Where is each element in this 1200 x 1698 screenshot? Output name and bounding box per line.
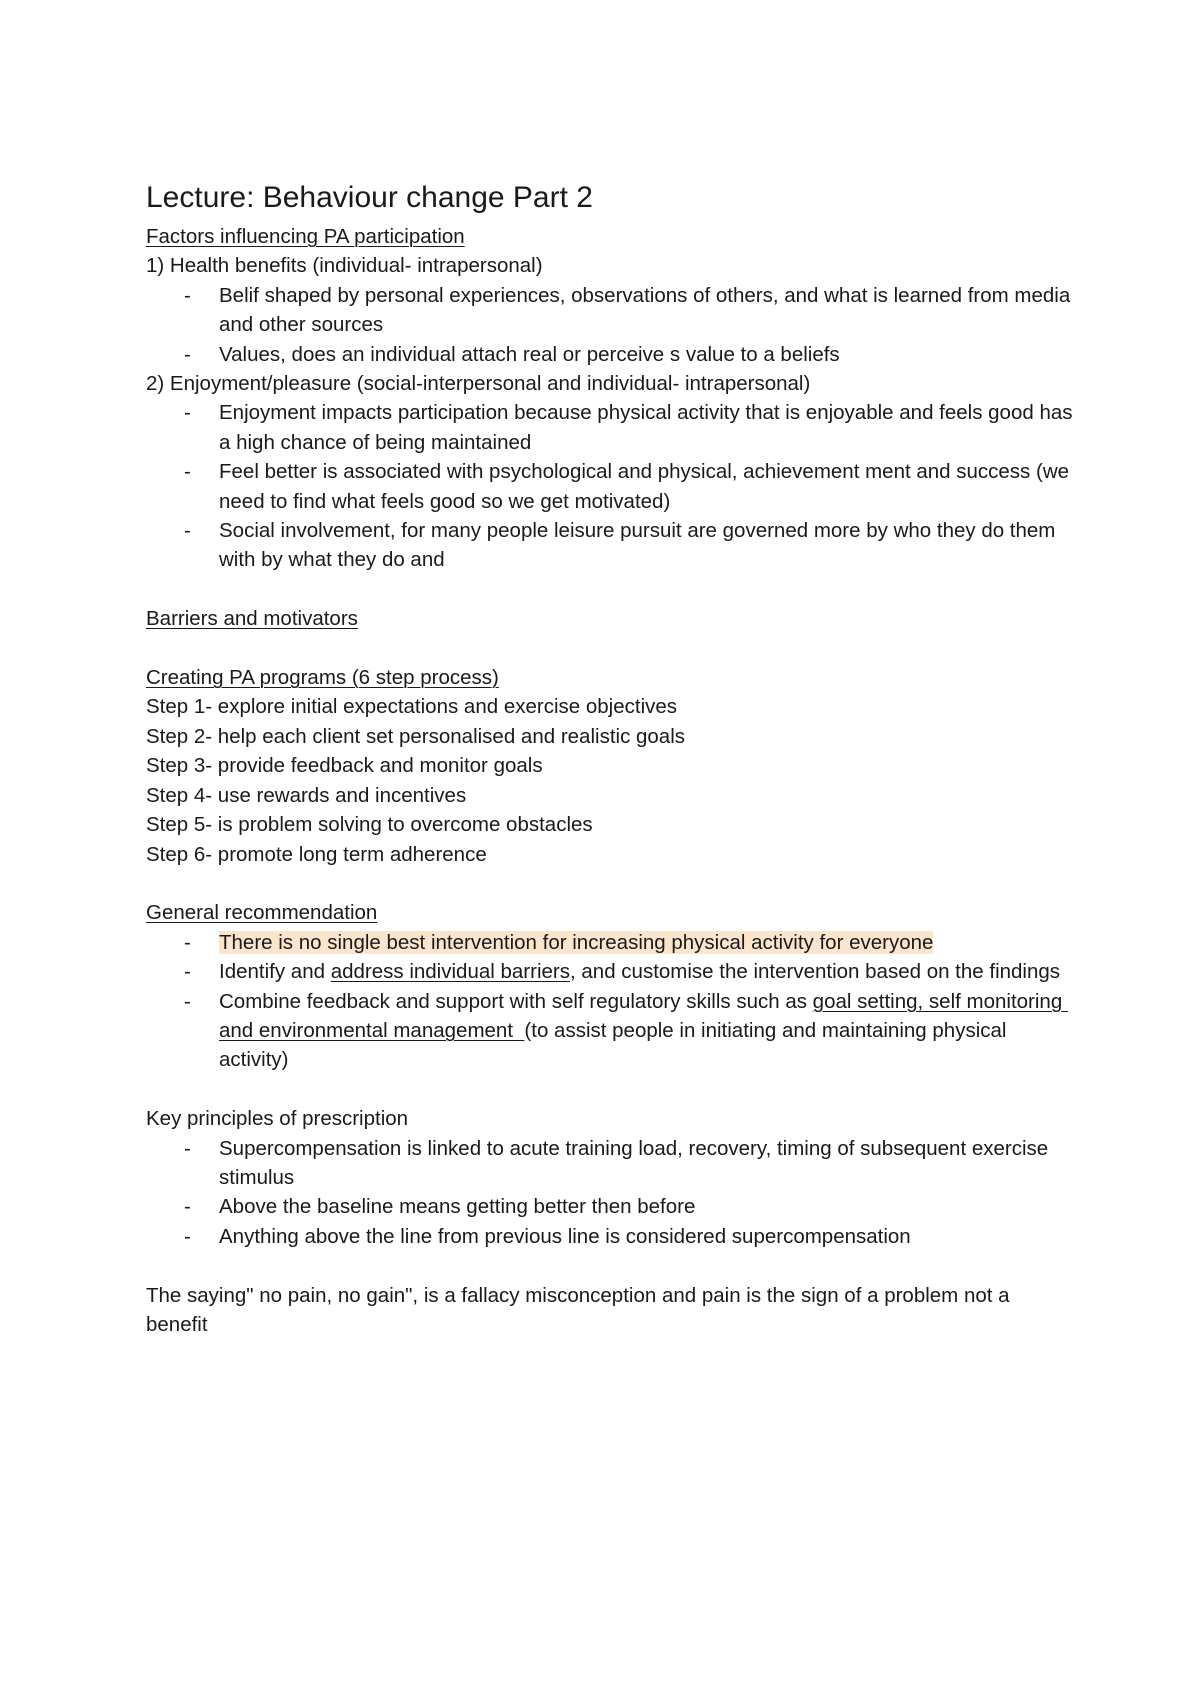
underlined-text: goal setting, self monitoring and environmental management bbox=[219, 989, 1068, 1042]
text-fragment: Combine feedback and support with self regulatory skills such as bbox=[219, 989, 813, 1013]
list-item: - Social involvement, for many people leisure pursuit are governed more by who they do them with by what they do and bbox=[146, 516, 1076, 575]
enjoyment-list bbox=[146, 398, 1076, 574]
program-step: Step 6- promote long term adherence bbox=[146, 842, 487, 866]
section-heading-principles: Key principles of prescription bbox=[146, 1107, 409, 1131]
list-item: - Supercompensation is linked to acute training load, recovery, timing of subsequent exercise stimulus bbox=[146, 1134, 1076, 1193]
program-step: Step 3- provide feedback and monitor goals bbox=[146, 754, 543, 778]
text-fragment: (to assist people in initiating and maintaining physical activity) bbox=[219, 1018, 1007, 1072]
principles-list bbox=[146, 1134, 1076, 1252]
spacer bbox=[146, 575, 1076, 604]
program-step: Step 5- is problem solving to overcome obstacles bbox=[146, 813, 593, 837]
section-heading-general: General recommendation bbox=[146, 901, 378, 925]
section-heading-barriers: Barriers and motivators bbox=[146, 607, 358, 631]
list-item: - Values, does an individual attach real or perceive s value to a beliefs bbox=[146, 340, 1076, 369]
factor-enjoyment: 2) Enjoyment/pleasure (social-interpersonal and individual- intrapersonal) bbox=[146, 372, 811, 396]
page-title: Lecture: Behaviour change Part 2 bbox=[146, 181, 593, 214]
underlined-text: address individual barriers bbox=[330, 960, 570, 984]
health-benefits-list bbox=[146, 281, 1076, 369]
list-item: - Anything above the line from previous line is considered supercompensation bbox=[146, 1222, 1076, 1251]
spacer bbox=[146, 1075, 1076, 1104]
section-heading-factors: Factors influencing PA participation bbox=[146, 225, 465, 248]
closing-paragraph: The saying" no pain, no gain", is a fallacy misconception and pain is the sign of a problem not a benefit bbox=[146, 1283, 1010, 1336]
list-item: - Belif shaped by personal experiences, observations of others, and what is learned from media and other sources bbox=[146, 281, 1076, 340]
document-page bbox=[146, 178, 1076, 1339]
general-recommendation-list bbox=[146, 928, 1076, 1075]
list-item bbox=[146, 928, 1076, 957]
program-step: Step 1- explore initial expectations and exercise objectives bbox=[146, 695, 678, 719]
text-fragment: , and customise the intervention based on the findings bbox=[570, 960, 1061, 984]
list-item bbox=[146, 987, 1076, 1075]
spacer bbox=[146, 1251, 1076, 1280]
program-step: Step 2- help each client set personalised and realistic goals bbox=[146, 724, 686, 748]
text-fragment: Identify and bbox=[219, 960, 331, 984]
program-step: Step 4- use rewards and incentives bbox=[146, 783, 467, 807]
factor-health-benefits: 1) Health benefits (individual- intrapersonal) bbox=[146, 254, 543, 278]
list-item: - Feel better is associated with psychological and physical, achievement ment and success (we need to find what feels good so we get motivated) bbox=[146, 457, 1076, 516]
list-item bbox=[146, 957, 1076, 986]
highlighted-text: There is no single best intervention for increasing physical activity for everyone bbox=[219, 930, 934, 954]
spacer bbox=[146, 634, 1076, 663]
spacer bbox=[146, 869, 1076, 898]
list-item: - Enjoyment impacts participation because physical activity that is enjoyable and feels good has a high chance of being maintained bbox=[146, 398, 1076, 457]
list-item: - Above the baseline means getting better then before bbox=[146, 1192, 1076, 1221]
section-heading-programs: Creating PA programs (6 step process) bbox=[146, 666, 499, 690]
